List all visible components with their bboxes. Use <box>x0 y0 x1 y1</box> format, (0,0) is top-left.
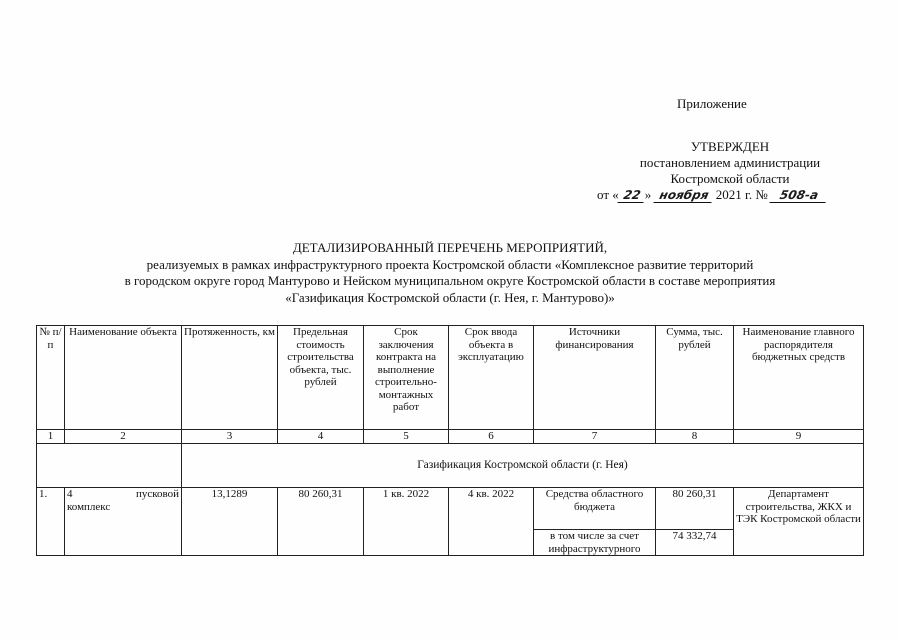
column-number: 1 <box>37 430 65 444</box>
object-name-line <box>67 488 179 501</box>
budget-manager-cell: Департамент строительства, ЖКХ и ТЭК Костромской области <box>734 488 864 556</box>
row-number: 1. <box>37 488 65 556</box>
header-max-cost: Предельная стоимость строительства объекта, тыс. рублей <box>278 326 364 430</box>
section-title: Газификация Костромской области (г. Нея) <box>182 444 864 488</box>
funding-source-cell: Средства областного бюджета <box>534 488 656 530</box>
title-line-2: реализуемых в рамках инфраструктурного проекта Костромской области «Комплексное развитие территорий <box>146 256 754 272</box>
document-title <box>40 240 860 306</box>
amount-cell: 74 332,74 <box>656 530 734 556</box>
object-name-line: комплекс <box>67 500 111 513</box>
title-line-1: ДЕТАЛИЗИРОВАННЫЙ ПЕРЕЧЕНЬ МЕРОПРИЯТИЙ, <box>292 240 608 255</box>
contract-term-cell: 1 кв. 2022 <box>364 488 449 556</box>
table-header-row <box>37 326 864 430</box>
column-number: 8 <box>656 430 734 444</box>
funding-source-cell: в том числе за счет инфраструктурного <box>534 530 656 556</box>
approval-stamp-block <box>585 139 875 203</box>
header-num: № п/п <box>37 326 65 430</box>
approval-date-line <box>585 187 875 203</box>
title-line-4: «Газификация Костромской области (г. Нея, г. Мантурово)» <box>285 289 615 305</box>
commission-term-cell: 4 кв. 2022 <box>449 488 534 556</box>
header-contract-term: Срок заключения контракта на выполнение строительно-монтажных работ <box>364 326 449 430</box>
table-row <box>37 488 864 530</box>
column-number: 7 <box>534 430 656 444</box>
header-commission-term: Срок ввода объекта в эксплуатацию <box>449 326 534 430</box>
column-number: 3 <box>182 430 278 444</box>
date-mid: » <box>644 187 652 202</box>
handwritten-doc-number: 508-а <box>769 188 828 203</box>
header-length: Протяженность, км <box>182 326 278 430</box>
header-object-name: Наименование объекта <box>65 326 182 430</box>
column-number: 4 <box>278 430 364 444</box>
date-year: 2021 г. № <box>715 187 768 202</box>
column-number: 2 <box>65 430 182 444</box>
header-funding-sources: Источники финансирования <box>534 326 656 430</box>
approved-by-line2: Костромской области <box>670 171 790 186</box>
handwritten-day: 22 <box>617 188 646 203</box>
column-number: 5 <box>364 430 449 444</box>
section-empty-cell <box>37 444 182 488</box>
approved-title: УТВЕРЖДЕН <box>690 139 770 154</box>
handwritten-month: ноября <box>653 188 714 203</box>
header-amount: Сумма, тыс. рублей <box>656 326 734 430</box>
approved-by-line1: постановлением администрации <box>639 155 821 170</box>
title-line-3: в городском округе город Мантурово и Нейском муниципальном округе Костромской области в составе мероприятия <box>124 273 776 288</box>
object-name-part: пусковой <box>135 488 179 500</box>
appendix-label: Приложение <box>677 96 747 111</box>
object-name-part: 4 <box>67 488 73 500</box>
section-row <box>37 444 864 488</box>
header-budget-manager: Наименование главного распорядителя бюджетных средств <box>734 326 864 430</box>
measures-table <box>36 325 864 556</box>
length-cell: 13,1289 <box>182 488 278 556</box>
column-number: 6 <box>449 430 534 444</box>
column-number: 9 <box>734 430 864 444</box>
max-cost-cell: 80 260,31 <box>278 488 364 556</box>
amount-cell: 80 260,31 <box>656 488 734 530</box>
date-prefix: от « <box>597 187 619 202</box>
object-name-cell <box>65 488 182 556</box>
column-number-row <box>37 430 864 444</box>
